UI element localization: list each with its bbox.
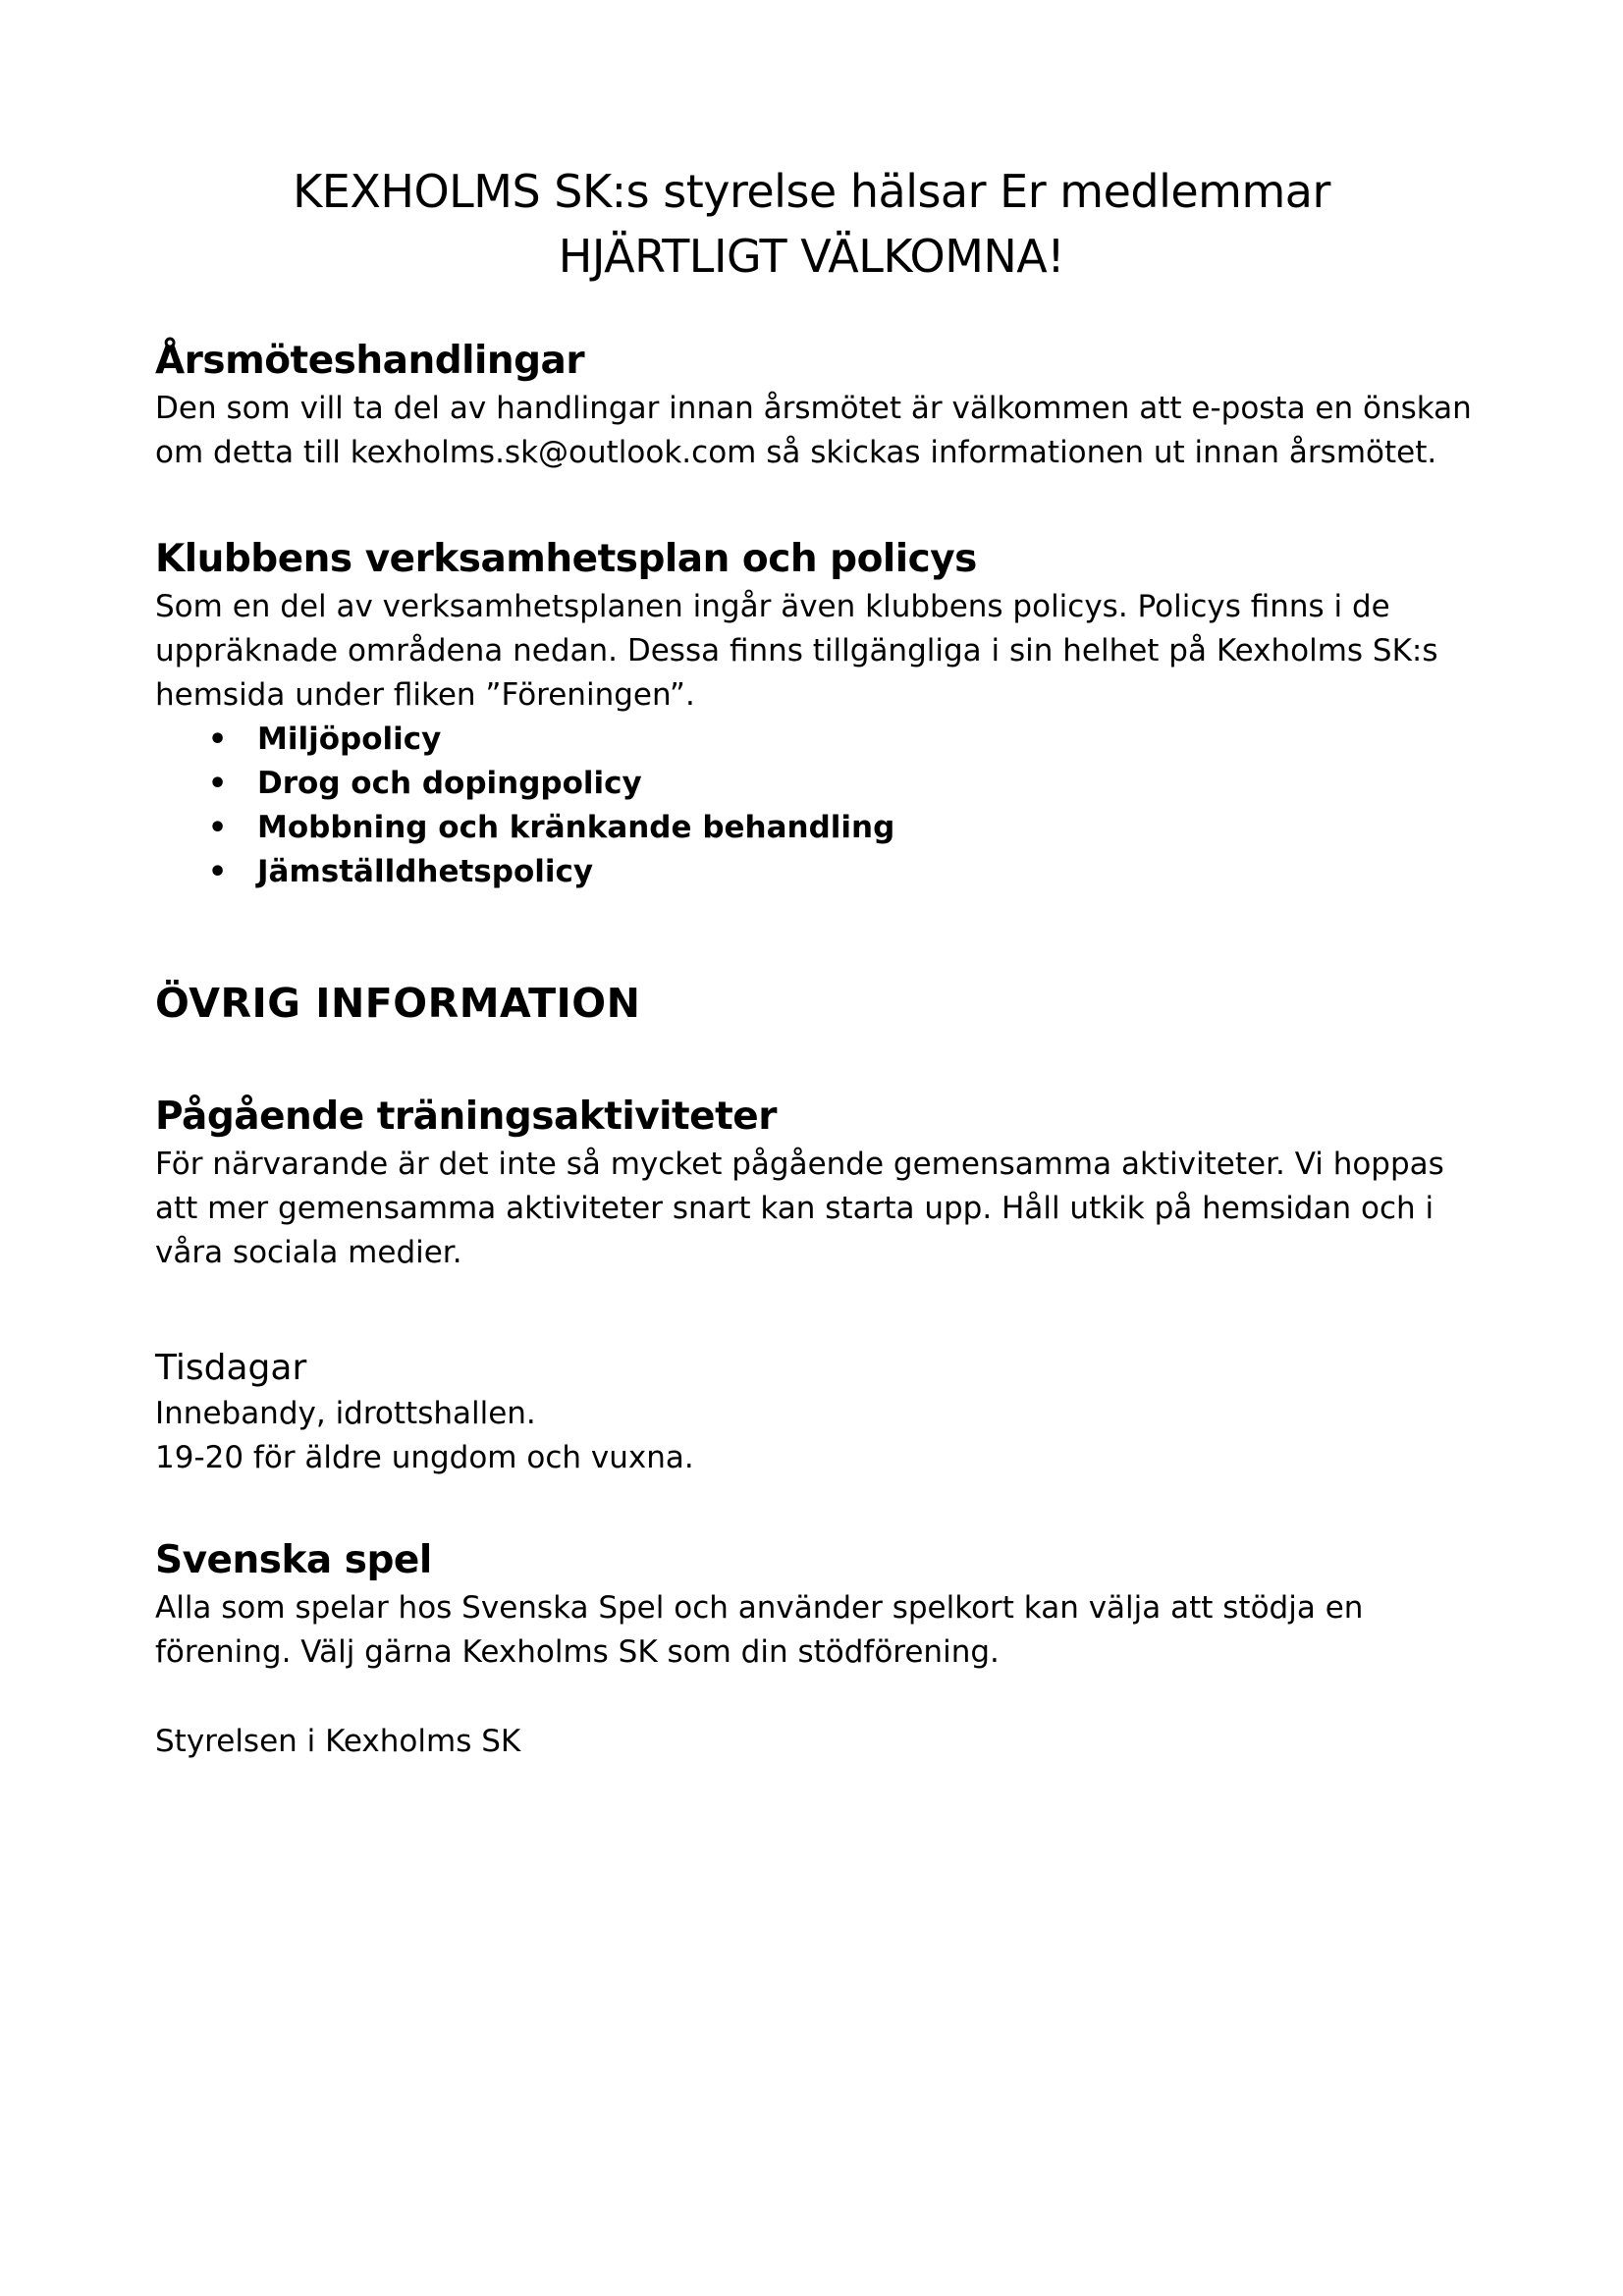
section-arsmote — [155, 336, 1510, 475]
arsmote-text: Den som vill ta del av handlingar innan årsmötet är välkommen att e-posta en önskan om detta till kexholms.sk@outlook.com så skickas informationen ut innan årsmötet. — [155, 391, 1472, 470]
svenska-spel-text: Alla som spelar hos Svenska Spel och använder spelkort kan välja att stödja en förening. Välj gärna Kexholms SK som din stödförening. — [155, 1590, 1364, 1670]
list-item — [155, 850, 1510, 894]
bullet-icon: • — [208, 811, 228, 845]
title-line-2: HJÄRTLIGT VÄLKOMNA! — [558, 230, 1065, 283]
bullet-icon: • — [208, 855, 228, 889]
list-item — [155, 806, 1510, 850]
title-line-1: KEXHOLMS SK:s styrelse hälsar Er medlemmar — [293, 165, 1330, 218]
signature — [155, 1720, 1510, 1764]
svenska-spel-heading: Svenska spel — [155, 1538, 432, 1582]
policy-label: Mobbning och kränkande behandling — [257, 810, 895, 845]
tisdagar-line-2: 19-20 för äldre ungdom och vuxna. — [155, 1440, 694, 1475]
document-title — [0, 159, 1623, 289]
policy-label: Jämställdhetspolicy — [257, 854, 594, 889]
bullet-icon: • — [208, 722, 228, 757]
policy-label: Miljöpolicy — [257, 721, 442, 757]
list-item — [155, 718, 1510, 762]
tisdagar-heading: Tisdagar — [155, 1348, 307, 1388]
bullet-icon: • — [208, 767, 228, 801]
signature-text: Styrelsen i Kexholms SK — [155, 1724, 521, 1759]
tisdagar-line-1: Innebandy, idrottshallen. — [155, 1396, 536, 1431]
traning-heading: Pågående träningsaktiviteter — [155, 1095, 777, 1139]
traning-text: För närvarande är det inte så mycket pågående gemensamma aktiviteter. Vi hoppas att mer gemensamma aktiviteter snart kan starta upp. Håll utkik på hemsidan och i våra sociala medier. — [155, 1147, 1444, 1270]
list-item — [155, 762, 1510, 806]
policy-label: Drog och dopingpolicy — [257, 766, 642, 801]
section-tisdagar — [155, 1345, 1510, 1480]
policy-list — [155, 718, 1510, 894]
section-verksamhet — [155, 534, 1510, 894]
section-svenska-spel — [155, 1535, 1510, 1675]
verksamhet-text: Som en del av verksamhetsplanen ingår även klubbens policys. Policys finns i de uppräknade områdena nedan. Dessa finns tillgängliga i sin helhet på Kexholms SK:s hemsida under fliken ”Föreningen”. — [155, 589, 1438, 713]
arsmote-heading: Årsmöteshandlingar — [155, 339, 585, 383]
ovrig-heading: ÖVRIG INFORMATION — [155, 980, 641, 1027]
section-ovrig — [155, 978, 1510, 1029]
verksamhet-heading: Klubbens verksamhetsplan och policys — [155, 537, 977, 581]
section-traning — [155, 1092, 1510, 1275]
